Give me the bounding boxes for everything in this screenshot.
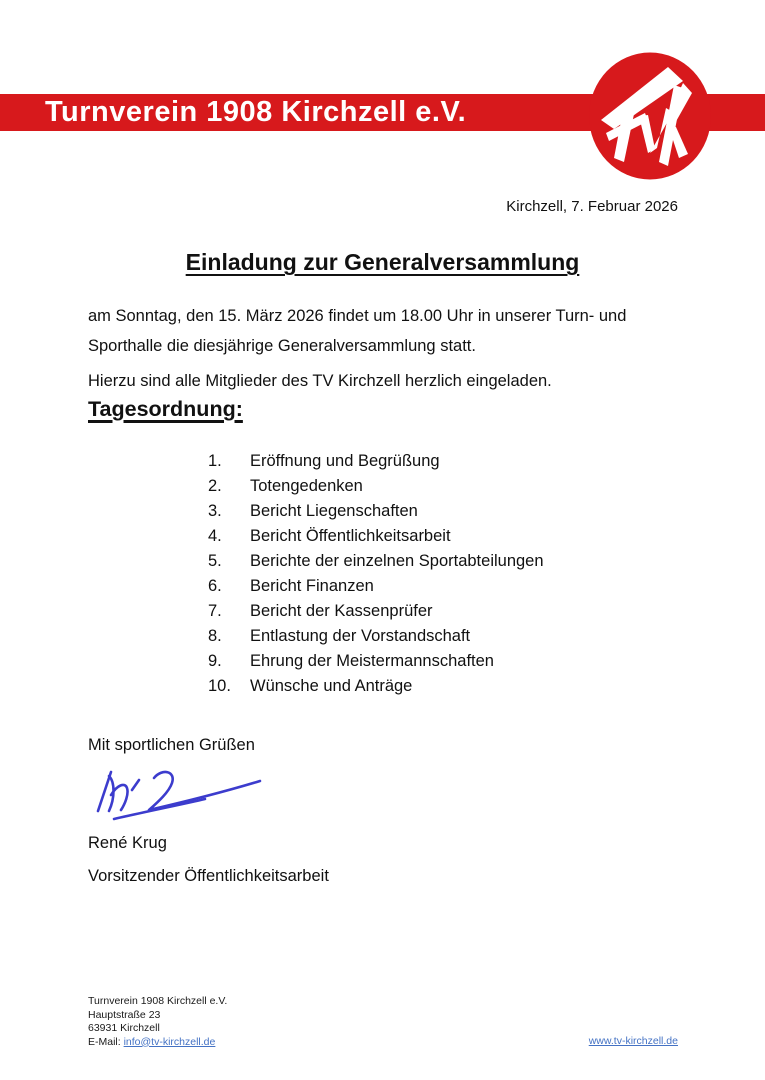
tvk-logo-icon xyxy=(588,52,712,180)
agenda-item: 7. Bericht der Kassenprüfer xyxy=(208,602,433,620)
agenda-item: 1. Eröffnung und Begrüßung xyxy=(208,452,440,470)
agenda-item: 6. Bericht Finanzen xyxy=(208,577,374,595)
footer-address-block xyxy=(88,995,227,1049)
agenda-heading: Tagesordnung: xyxy=(88,397,243,421)
footer-street: Hauptstraße 23 xyxy=(88,1008,161,1021)
signer-role: Vorsitzender Öffentlichkeitsarbeit xyxy=(88,867,329,885)
letter-title: Einladung zur Generalversammlung xyxy=(185,249,580,275)
agenda-list xyxy=(0,449,765,699)
email-link[interactable]: info@tv-kirchzell.de xyxy=(123,1035,216,1048)
agenda-item: 5. Berichte der einzelnen Sportabteilungen xyxy=(208,552,544,570)
signer-name: René Krug xyxy=(88,834,167,852)
agenda-item: 10. Wünsche und Anträge xyxy=(208,677,413,695)
agenda-item: 3. Bericht Liegenschaften xyxy=(208,502,418,520)
agenda-item: 9. Ehrung der Meistermannschaften xyxy=(208,652,494,670)
body-paragraph-1: am Sonntag, den 15. März 2026 findet um 18.00 Uhr in unserer Turn- und xyxy=(88,307,627,325)
footer-email-line xyxy=(88,1036,227,1050)
footer-org: Turnverein 1908 Kirchzell e.V. xyxy=(88,995,228,1007)
body-paragraph-1-cont: Sporthalle die diesjährige Generalversammlung statt. xyxy=(88,337,476,355)
website-link[interactable]: www.tv-kirchzell.de xyxy=(588,1035,678,1047)
agenda-item: 4. Bericht Öffentlichkeitsarbeit xyxy=(208,527,451,545)
agenda-item: 8. Entlastung der Vorstandschaft xyxy=(208,627,471,645)
agenda-item: 2. Totengedenken xyxy=(208,477,363,495)
closing-salutation: Mit sportlichen Grüßen xyxy=(88,736,255,754)
body-paragraph-2: Hierzu sind alle Mitglieder des TV Kirchzell herzlich eingeladen. xyxy=(88,372,552,390)
club-name-banner: Turnverein 1908 Kirchzell e.V. xyxy=(45,96,467,128)
signature-image xyxy=(92,764,277,822)
email-label: E-Mail: xyxy=(88,1035,124,1048)
footer-city: 63931 Kirchzell xyxy=(88,1022,160,1034)
dateline: Kirchzell, 7. Februar 2026 xyxy=(506,198,678,215)
